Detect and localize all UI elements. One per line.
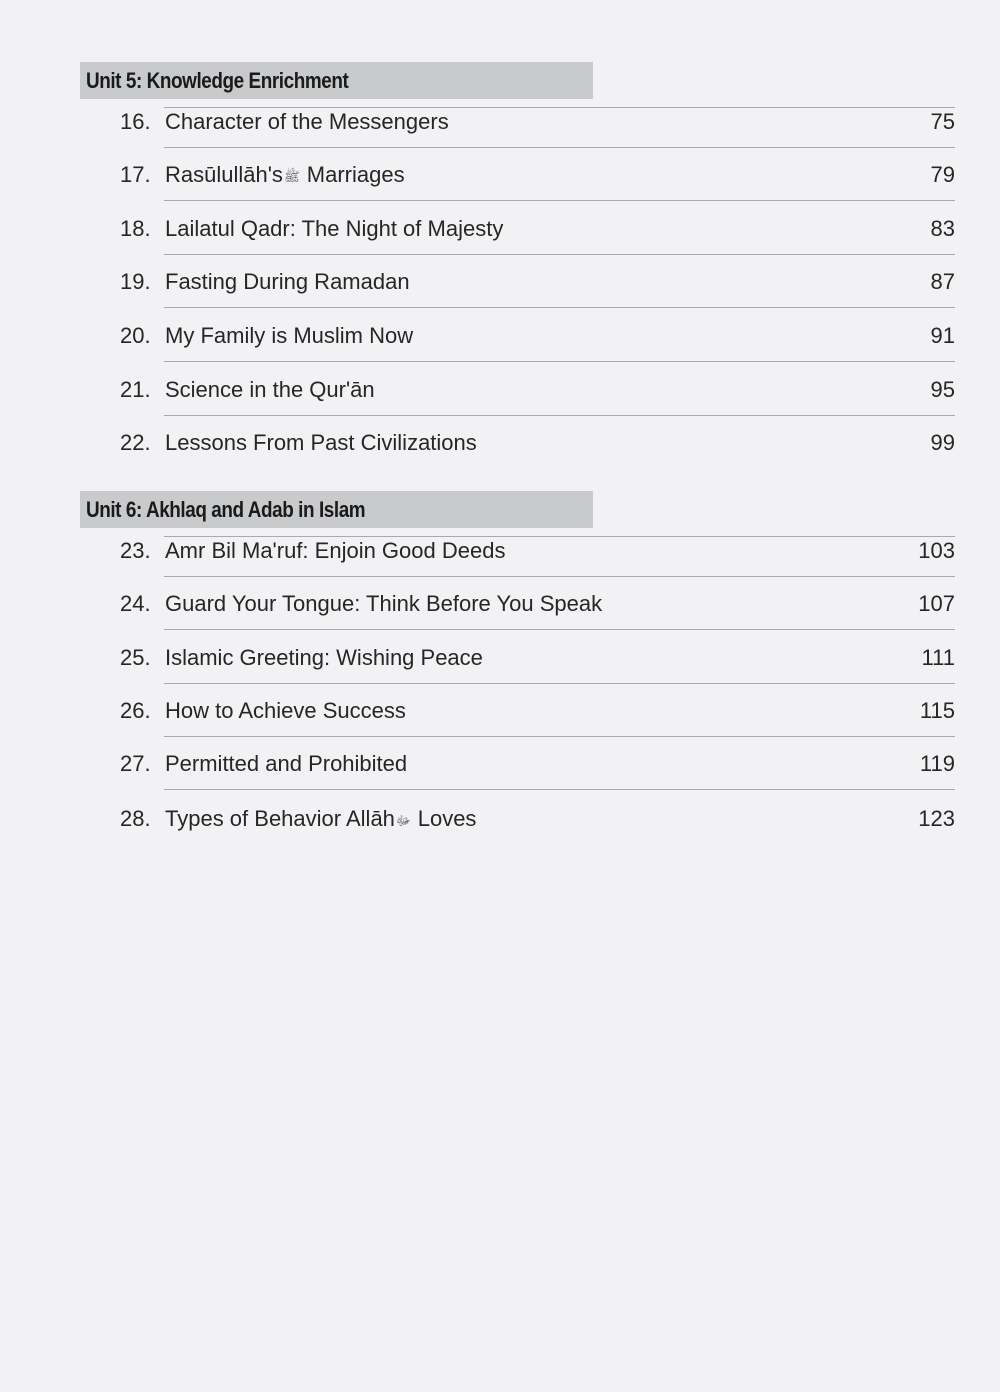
entry-rule <box>164 254 955 255</box>
lesson-title: Guard Your Tongue: Think Before You Speak <box>165 591 603 616</box>
lesson-title: Science in the Qur'ān <box>165 377 375 402</box>
toc-entry-19[interactable] <box>120 267 955 297</box>
entry-rule <box>164 736 955 737</box>
toc-entry-22[interactable] <box>120 428 955 458</box>
lesson-title: Islamic Greeting: Wishing Peace <box>165 645 483 670</box>
lesson-title: Amr Bil Ma'ruf: Enjoin Good Deeds <box>165 538 506 563</box>
lesson-number: 20. <box>120 323 151 348</box>
page-number: 119 <box>919 751 955 776</box>
unit-6-title: Unit 6: Akhlaq and Adab in Islam <box>86 497 366 522</box>
unit-5-title: Unit 5: Knowledge Enrichment <box>86 68 349 93</box>
unit-6-header <box>80 491 593 528</box>
page-number: 123 <box>918 806 955 831</box>
lesson-number: 16. <box>120 109 151 134</box>
entry-rule <box>164 200 955 201</box>
lesson-number: 28. <box>120 806 151 831</box>
salawat-icon: ﷺ <box>283 169 300 184</box>
entry-rule <box>164 307 955 308</box>
lesson-title: Lessons From Past Civilizations <box>165 430 477 455</box>
entry-rule <box>164 361 955 362</box>
lesson-title: Character of the Messengers <box>165 109 449 134</box>
lesson-number: 24. <box>120 591 151 616</box>
toc-entry-26[interactable] <box>120 696 955 726</box>
page-number: 111 <box>921 645 955 670</box>
page-number: 79 <box>930 162 955 187</box>
lesson-number: 27. <box>120 751 151 776</box>
page-number: 115 <box>919 698 955 723</box>
lesson-title: Fasting During Ramadan <box>165 269 410 294</box>
lesson-title: Permitted and Prohibited <box>165 751 408 776</box>
lesson-number: 22. <box>120 430 151 455</box>
entry-rule <box>164 629 955 630</box>
lesson-number: 23. <box>120 538 151 563</box>
entry-rule <box>164 576 955 577</box>
lesson-title: Lailatul Qadr: The Night of Majesty <box>165 216 504 241</box>
toc-entry-21[interactable] <box>120 375 955 405</box>
page-number: 91 <box>930 323 955 348</box>
unit-5-header <box>80 62 593 99</box>
lesson-number: 25. <box>120 645 151 670</box>
lesson-title: My Family is Muslim Now <box>165 323 414 348</box>
lesson-number: 19. <box>120 269 151 294</box>
toc-entry-18[interactable] <box>120 214 955 244</box>
entry-rule <box>164 789 955 790</box>
toc-entry-27[interactable] <box>120 749 955 779</box>
toc-entry-25[interactable] <box>120 643 955 673</box>
toc-entry-24[interactable] <box>120 589 955 619</box>
toc-entry-17[interactable] <box>120 160 955 190</box>
toc-entry-28[interactable] <box>120 804 955 834</box>
toc-entry-20[interactable] <box>120 321 955 351</box>
page-number: 87 <box>930 269 955 294</box>
entry-rule <box>164 683 955 684</box>
lesson-number: 21. <box>120 377 151 402</box>
toc-entry-16[interactable] <box>120 107 955 137</box>
page-number: 99 <box>930 430 955 455</box>
entry-rule <box>164 415 955 416</box>
toc-entry-23[interactable] <box>120 536 955 566</box>
lesson-number: 18. <box>120 216 151 241</box>
lesson-number: 26. <box>120 698 151 723</box>
page-number: 83 <box>930 216 955 241</box>
page-number: 75 <box>930 109 955 134</box>
lesson-title: Rasūlullāh'sﷺ Marriages <box>165 160 405 192</box>
page-number: 95 <box>930 377 955 402</box>
entry-rule <box>164 147 955 148</box>
page-number: 107 <box>918 591 955 616</box>
lesson-title: Types of Behavior Allāhﷻ Loves <box>165 804 476 836</box>
jalla-jalaluhu-icon: ﷻ <box>395 813 411 828</box>
lesson-title: How to Achieve Success <box>165 698 406 723</box>
lesson-number: 17. <box>120 162 151 187</box>
page-number: 103 <box>918 538 955 563</box>
